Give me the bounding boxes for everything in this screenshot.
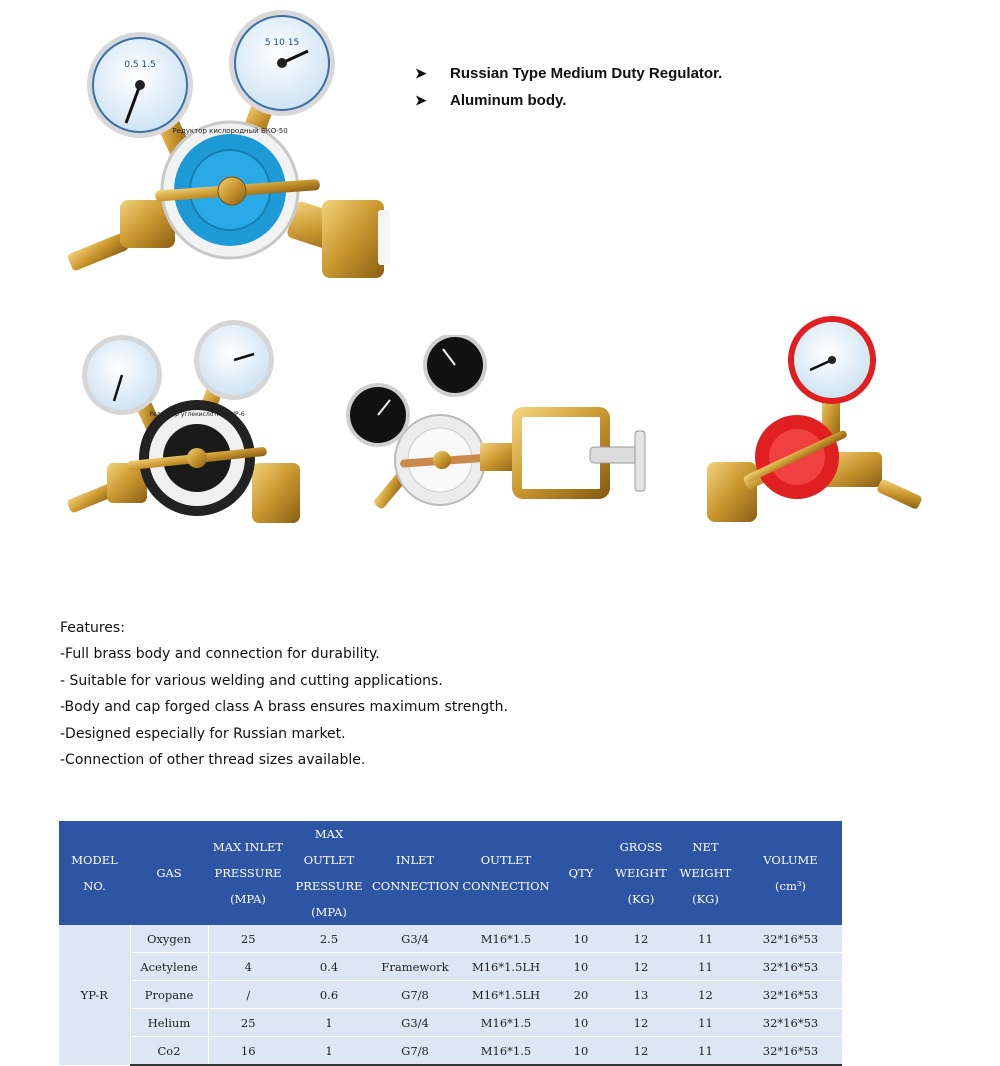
feature-item: -Full brass body and connection for durability. <box>60 646 380 663</box>
feature-item: -Body and cap forged class A brass ensures maximum strength. <box>60 699 508 716</box>
cell-volume: 32*16*53 <box>739 981 842 1009</box>
cell-max-inlet: 25 <box>208 925 288 953</box>
cell-inlet: G7/8 <box>370 981 460 1009</box>
header-max-inlet: MAX INLET PRESSURE (MPA) <box>208 821 288 925</box>
cell-gas: Propane <box>130 981 208 1009</box>
cell-max-outlet: 1 <box>288 1037 370 1066</box>
feature-item: -Designed especially for Russian market. <box>60 725 346 742</box>
cell-gas: Oxygen <box>130 925 208 953</box>
spec-table <box>59 821 842 1066</box>
cell-volume: 32*16*53 <box>739 925 842 953</box>
headline-bullets <box>415 60 722 114</box>
cell-max-inlet: 25 <box>208 1009 288 1037</box>
table-row <box>59 1037 842 1066</box>
header-gross: GROSS WEIGHT (KG) <box>610 821 672 925</box>
header-model: MODEL NO. <box>59 821 130 925</box>
regulator-label-text: Редуктор углекислотный УР-6 <box>149 411 245 418</box>
cell-net: 11 <box>672 953 739 981</box>
headline-bullet-text: Russian Type Medium Duty Regulator. <box>450 65 723 82</box>
cell-outlet: M16*1.5LH <box>460 981 552 1009</box>
table-row <box>59 925 842 953</box>
header-qty: QTY <box>552 821 610 925</box>
svg-text:5 10 15: 5 10 15 <box>264 38 300 48</box>
arrow-bullet-icon: ➤ <box>415 92 427 108</box>
header-net: NET WEIGHT (KG) <box>672 821 739 925</box>
cell-volume: 32*16*53 <box>739 1037 842 1066</box>
headline-bullet-text: Aluminum body. <box>450 92 567 109</box>
cell-max-inlet: 16 <box>208 1037 288 1066</box>
product-photo-white-regulator <box>345 335 690 525</box>
header-inlet: INLET CONNECTION <box>370 821 460 925</box>
header-outlet: OUTLET CONNECTION <box>460 821 552 925</box>
cell-volume: 32*16*53 <box>739 953 842 981</box>
svg-text:0.5 1.5: 0.5 1.5 <box>124 60 156 70</box>
table-header-row <box>59 821 842 925</box>
cell-net: 11 <box>672 1009 739 1037</box>
table-row <box>59 1009 842 1037</box>
cell-max-outlet: 1 <box>288 1009 370 1037</box>
cell-outlet: M16*1.5LH <box>460 953 552 981</box>
features-title: Features: <box>60 620 125 636</box>
feature-item: -Connection of other thread sizes available. <box>60 752 366 769</box>
cell-inlet: Framework <box>370 953 460 981</box>
cell-gross: 12 <box>610 1037 672 1066</box>
product-photo-black-regulator <box>62 318 307 528</box>
cell-inlet: G3/4 <box>370 925 460 953</box>
cell-max-inlet: 4 <box>208 953 288 981</box>
cell-qty: 20 <box>552 981 610 1009</box>
cell-outlet: M16*1.5 <box>460 1037 552 1066</box>
cell-gross: 12 <box>610 953 672 981</box>
model-cell: YP-R <box>59 925 130 1065</box>
cell-gross: 12 <box>610 1009 672 1037</box>
cell-qty: 10 <box>552 953 610 981</box>
cell-gas: Helium <box>130 1009 208 1037</box>
cell-qty: 10 <box>552 1037 610 1066</box>
arrow-bullet-icon: ➤ <box>415 65 427 81</box>
feature-item: - Suitable for various welding and cutting applications. <box>60 672 443 689</box>
cell-qty: 10 <box>552 1009 610 1037</box>
header-max-outlet: MAX OUTLET PRESSURE (MPA) <box>288 821 370 925</box>
cell-gas: Acetylene <box>130 953 208 981</box>
headline-bullet <box>415 87 722 114</box>
table-row <box>59 981 842 1009</box>
features-section <box>60 615 508 773</box>
cell-inlet: G7/8 <box>370 1037 460 1066</box>
cell-net: 12 <box>672 981 739 1009</box>
regulator-label-text: Редуктор кислородный БКО-50 <box>172 127 288 135</box>
cell-qty: 10 <box>552 925 610 953</box>
cell-inlet: G3/4 <box>370 1009 460 1037</box>
header-gas: GAS <box>130 821 208 925</box>
cell-max-inlet: / <box>208 981 288 1009</box>
product-photo-red-regulator <box>702 312 932 532</box>
cell-gas: Co2 <box>130 1037 208 1066</box>
table-row <box>59 953 842 981</box>
cell-max-outlet: 0.4 <box>288 953 370 981</box>
product-photo-main-regulator <box>60 5 395 285</box>
cell-net: 11 <box>672 925 739 953</box>
cell-gross: 13 <box>610 981 672 1009</box>
header-volume: VOLUME (cm³) <box>739 821 842 925</box>
cell-outlet: M16*1.5 <box>460 1009 552 1037</box>
cell-volume: 32*16*53 <box>739 1009 842 1037</box>
cell-max-outlet: 0.6 <box>288 981 370 1009</box>
cell-outlet: M16*1.5 <box>460 925 552 953</box>
headline-bullet <box>415 60 722 87</box>
cell-gross: 12 <box>610 925 672 953</box>
cell-max-outlet: 2.5 <box>288 925 370 953</box>
cell-net: 11 <box>672 1037 739 1066</box>
